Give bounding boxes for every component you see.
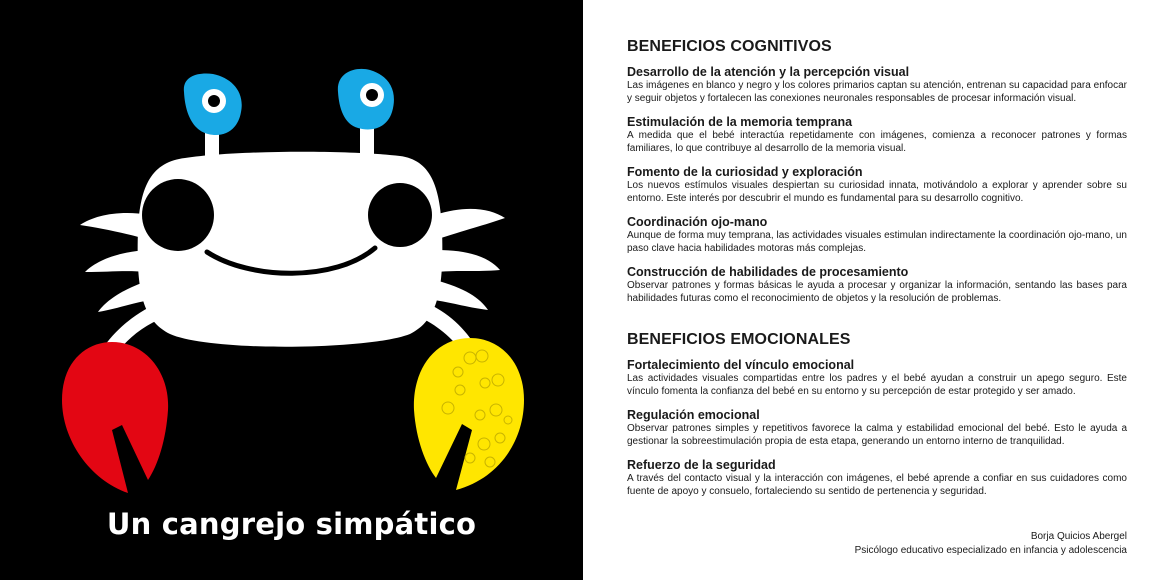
benefit-text: Aunque de forma muy temprana, las actividades visuales estimulan indirectamente la coordinación ojo-mano, un paso clave hacia habilidades motoras más complejas. (627, 230, 1127, 254)
benefit-item (627, 358, 1127, 398)
benefit-item (627, 408, 1127, 448)
author-signature (855, 530, 1127, 558)
benefit-title: Coordinación ojo-mano (627, 215, 768, 229)
benefit-item (627, 265, 1127, 305)
benefit-item (627, 115, 1127, 155)
benefit-text: Observar patrones y formas básicas le ayuda a procesar y organizar la información, sentando las bases para habilidades futuras como el reconocimiento de objetos y la resolución de problemas. (627, 280, 1127, 304)
benefit-title: Fortalecimiento del vínculo emocional (627, 358, 855, 372)
benefit-title: Desarrollo de la atención y la percepción visual (627, 65, 910, 79)
illustration-caption: Un cangrejo simpático (106, 507, 477, 541)
left-claw (62, 342, 168, 493)
benefit-title: Construcción de habilidades de procesamiento (627, 265, 909, 279)
text-page (627, 38, 1127, 508)
benefit-item (627, 215, 1127, 255)
section-title-emocionales: BENEFICIOS EMOCIONALES (627, 331, 851, 348)
benefit-title: Refuerzo de la seguridad (627, 458, 776, 472)
benefit-title: Regulación emocional (627, 408, 760, 422)
benefit-text: Las actividades visuales compartidas entre los padres y el bebé ayudan a construir un apego seguro. Este vínculo fomenta la confianza del bebé en su entorno y su percepción de estar protegido y ser amado. (627, 373, 1127, 397)
benefit-title: Estimulación de la memoria temprana (627, 115, 853, 129)
benefit-title: Fomento de la curiosidad y exploración (627, 165, 863, 179)
author-name: Borja Quicios Abergel (1030, 531, 1127, 542)
benefit-text: Los nuevos estímulos visuales despiertan su curiosidad innata, motivándolo a explorar y aprender sobre su entorno. Este interés por descubrir el mundo es fundamental para su desarrollo cognitivo. (627, 180, 1127, 204)
benefit-item (627, 458, 1127, 498)
right-stalk-eye (338, 69, 394, 130)
benefit-item (627, 165, 1127, 205)
benefit-text: A medida que el bebé interactúa repetidamente con imágenes, comienza a reconocer patrones y formas familiares, lo que contribuye al desarrollo de la memoria visual. (627, 130, 1127, 154)
benefit-text: Las imágenes en blanco y negro y los colores primarios captan su atención, entrenan su capacidad para enfocar y seguir objetos y fortalecen las conexiones neuronales responsables de procesar información visual. (627, 80, 1127, 104)
left-eye (142, 179, 214, 251)
right-claw (414, 338, 524, 490)
benefit-text: Observar patrones simples y repetitivos favorece la calma y estabilidad emocional del bebé. Esto le ayuda a gestionar la sobreestimulación propia de esta etapa, generando un entorno interno de tranquilidad. (627, 423, 1127, 447)
benefit-item (627, 65, 1127, 105)
right-eye (368, 183, 432, 247)
author-role: Psicólogo educativo especializado en infancia y adolescencia (854, 545, 1127, 556)
benefit-text: A través del contacto visual y la interacción con imágenes, el bebé aprende a confiar en sus cuidadores como fuente de apoyo y consuelo, fortaleciendo su sentido de pertenencia y seguridad. (627, 473, 1127, 497)
section-title-cognitivos: BENEFICIOS COGNITIVOS (627, 38, 832, 55)
left-stalk-eye (184, 73, 242, 135)
